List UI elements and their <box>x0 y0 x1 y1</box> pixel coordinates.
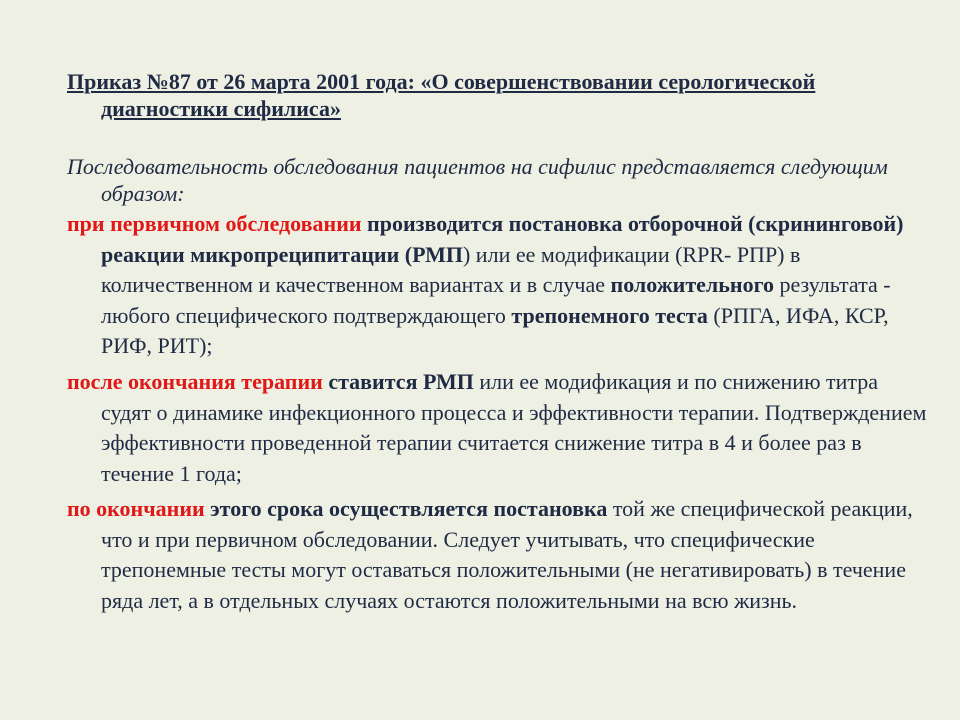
intro-text: Последовательность обследования пациентов на сифилис представляется следующим образом: <box>67 154 888 206</box>
text-therapy-efficacy: или ее модификация и по снижению титра судят о динамике инфекционного процесса и эффективности терапии. Подтверждением эффективности проведенной терапии считается снижение титра в 4 и более раз в течение 1 года; <box>101 369 927 486</box>
slide-title: Приказ №87 от 26 марта 2001 года: «О совершенствовании серологической диагностики сифилиса» <box>67 69 816 121</box>
bold-rmp: ставится РМП <box>322 369 474 394</box>
highlight-primary-exam: при первичном обследовании <box>67 211 362 236</box>
bold-screening: производится постановка отборочной (скрининговой) реакции микропреципитации (РМП <box>101 211 904 267</box>
paragraph-primary-exam <box>67 209 927 362</box>
text-rpr: ) или ее модификации (RPR- РПР) в количественном и качественном вариантах и в случае <box>101 241 801 297</box>
text-specific-tests: той же специфической реакции, что и при первичном обследовании. Следует учитывать, что специфические трепонемные тесты могут оставаться положительными (не негативировать) в течение ряда лет, а в отдельных случаях остаются положительными на всю жизнь. <box>101 496 913 613</box>
highlight-end-of-period: по окончании <box>67 496 205 521</box>
text-result: результата - любого специфического подтверждающего <box>101 272 891 328</box>
bold-performed: этого срока осуществляется постановка <box>204 496 608 521</box>
text-test-list: (РПГА, ИФА, КСР, РИФ, РИТ); <box>101 302 889 358</box>
bold-treponemal-test: трепонемного теста <box>511 302 708 328</box>
highlight-after-therapy: после окончания терапии <box>67 369 323 394</box>
paragraph-after-therapy <box>67 367 927 489</box>
bold-positive: положительного <box>610 272 775 297</box>
paragraph-end-of-period <box>67 494 927 616</box>
